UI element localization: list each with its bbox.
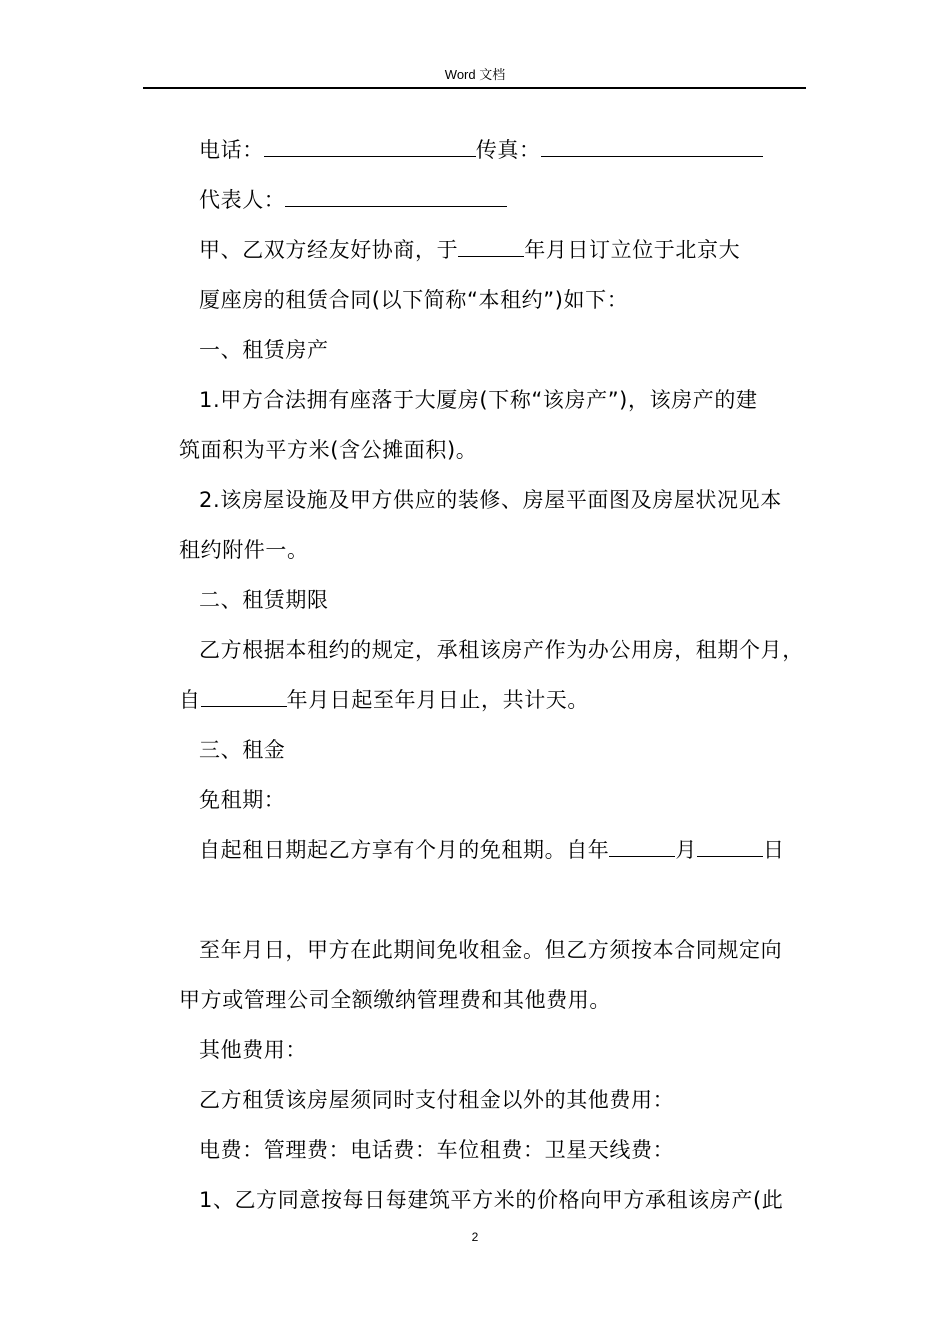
section-3-title: 三、租金 xyxy=(199,738,286,762)
agreement-line-1 xyxy=(199,236,740,264)
free-period-line-a xyxy=(199,836,785,864)
page-number: 2 xyxy=(471,1230,479,1244)
item-1-line-b: 筑面积为平方米(含公摊面积)。 xyxy=(179,438,478,462)
term-line-a: 乙方根据本租约的规定，承租该房产作为办公用房，租期个月， xyxy=(199,638,804,662)
rep-label: 代表人： xyxy=(199,188,286,212)
phone-fax-line xyxy=(199,136,763,164)
free-period-line-c: 甲方或管理公司全额缴纳管理费和其他费用。 xyxy=(179,988,611,1012)
agreement-text-b: 年月日订立位于北京大 xyxy=(524,238,741,262)
page-header-title: Word 文档 xyxy=(444,67,506,82)
term-text: 年月日起至年月日止，共计天。 xyxy=(286,688,590,712)
term-start-blank xyxy=(201,686,287,707)
term-line-b xyxy=(179,686,589,714)
section-2-title: 二、租赁期限 xyxy=(199,588,329,612)
agreement-line-2: 厦座房的租赁合同(以下简称“本租约”)如下： xyxy=(199,288,629,312)
representative-line xyxy=(199,186,507,214)
other-fees-label: 其他费用： xyxy=(199,1038,307,1062)
section-1-title: 一、租赁房产 xyxy=(199,338,329,362)
other-fees-line-a: 乙方租赁该房屋须同时支付租金以外的其他费用： xyxy=(199,1088,675,1112)
header-divider xyxy=(143,87,806,89)
free-period-label: 免租期： xyxy=(199,788,286,812)
fax-blank xyxy=(541,136,763,157)
date-blank xyxy=(458,236,524,257)
month-label: 月 xyxy=(675,838,698,862)
free-day-blank xyxy=(697,836,763,857)
item-2-line-b: 租约附件一。 xyxy=(179,538,309,562)
free-period-line-b: 至年月日，甲方在此期间免收租金。但乙方须按本合同规定向 xyxy=(199,938,783,962)
free-period-text-a: 自起租日期起乙方享有个月的免租期。自年 xyxy=(199,838,610,862)
day-label: 日 xyxy=(763,838,785,862)
rent-item-1-line: 1、乙方同意按每日每建筑平方米的价格向甲方承租该房产(此 xyxy=(199,1188,784,1212)
fax-label: 传真： xyxy=(475,138,541,162)
phone-label: 电话： xyxy=(199,138,264,162)
free-month-blank xyxy=(609,836,675,857)
term-from-label: 自 xyxy=(179,688,201,712)
agreement-text-a: 甲、乙双方经友好协商，于 xyxy=(199,238,459,262)
rep-blank xyxy=(285,186,507,207)
phone-blank xyxy=(264,136,476,157)
item-1-line-a: 1.甲方合法拥有座落于大厦房(下称“该房产”)，该房产的建 xyxy=(199,388,758,412)
item-2-line-a: 2.该房屋设施及甲方供应的装修、房屋平面图及房屋状况见本 xyxy=(199,488,782,512)
other-fees-line-b: 电费：管理费：电话费：车位租费：卫星天线费： xyxy=(199,1138,675,1162)
